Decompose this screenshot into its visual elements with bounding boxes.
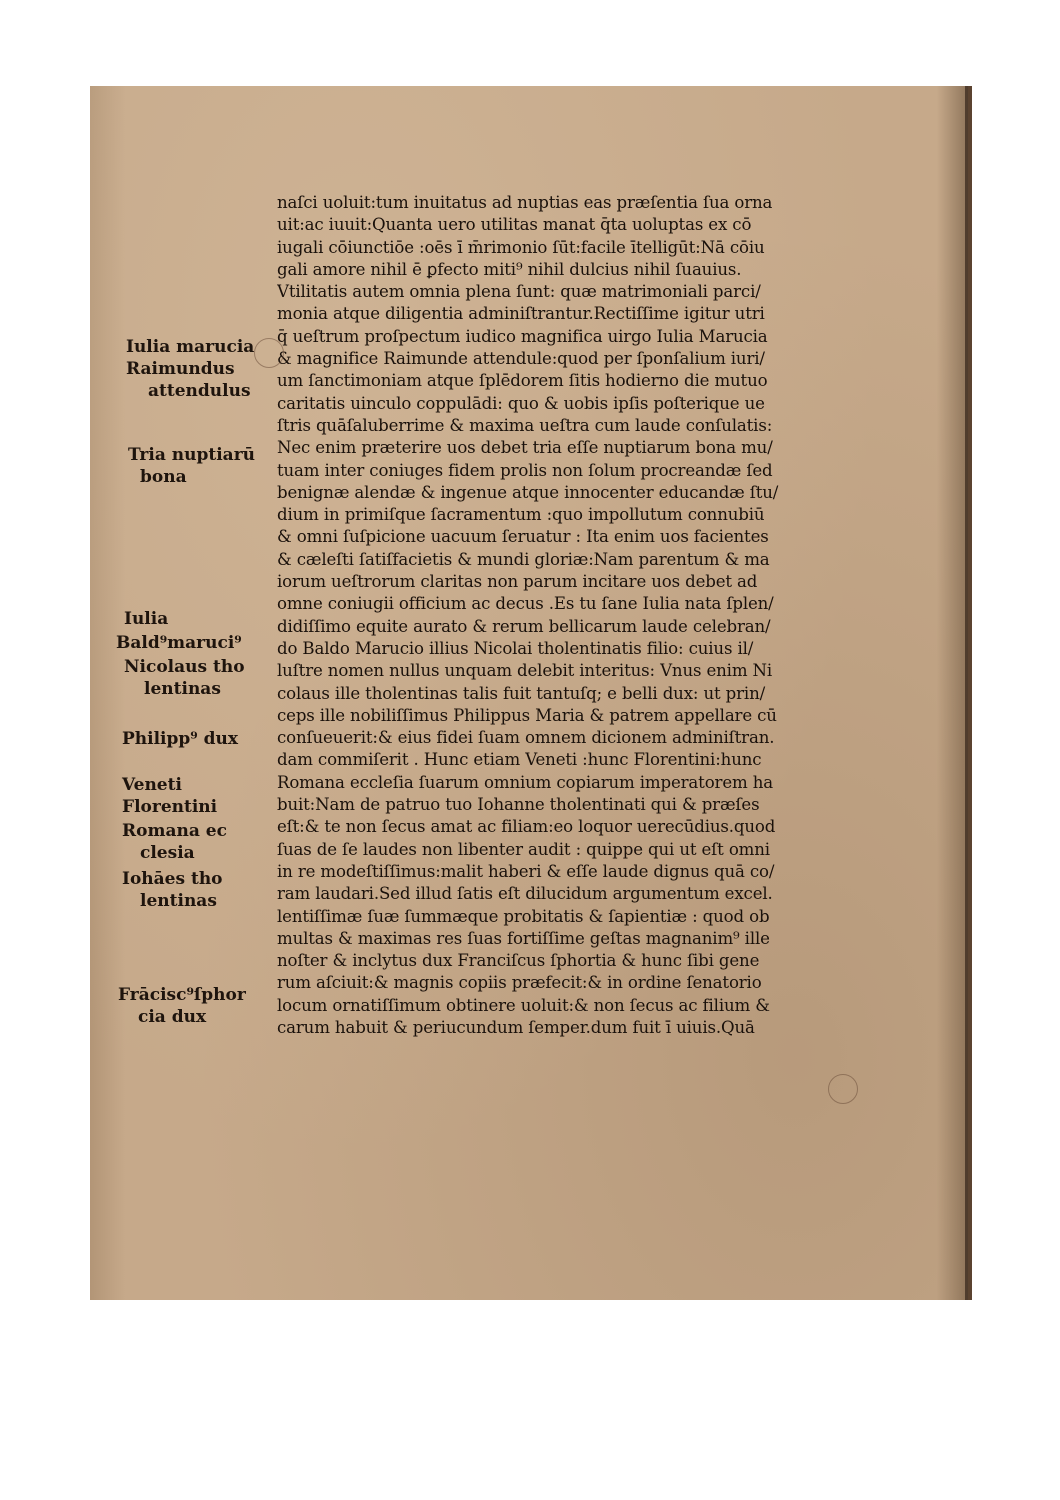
text-line: Vtilitatis autem omnia plena ſunt: quæ matrimoniali parci/ [277,282,761,302]
margin-note [122,796,217,818]
margin-note-line: Nicolaus tho [124,657,245,677]
text-line: eſt:& te non ſecus amat ac filiam:eo loquor uerecūdius.quod [277,817,776,837]
margin-note [122,820,227,864]
margin-notes [90,86,290,1300]
scanned-page [90,86,972,1300]
text-line: rum aſciuit:& magnis copiis præfecit:& in ordine ſenatorio [277,973,762,993]
page-edge [968,86,972,1300]
text-line: noſter & inclytus dux Franciſcus ſphortia & hunc ſibi gene [277,951,760,971]
margin-note-line: Romana ec [122,821,227,841]
text-line: ſuas de ſe laudes non libenter audit : quippe qui ut eſt omni [277,839,770,859]
margin-note-line: lentinas [140,891,217,911]
text-line: in re modeſtiſſimus:malit haberi & eſſe laude dignus quā co/ [277,861,775,881]
margin-note-line: Florentini [122,797,218,817]
text-line: tuam inter coniuges fidem prolis non ſolum procreandæ ſed [277,460,773,480]
margin-note-line: Iulia marucia [126,337,255,357]
main-text-block [277,192,897,1039]
text-line: & cæleſti ſatiſfacietis & mundi gloriæ:Nam parentum & ma [277,549,770,569]
margin-note-line: Veneti [122,775,182,795]
margin-note [126,336,254,402]
text-line: colaus ille tholentinas talis fuit tantuſq; e belli dux: ut prin/ [277,683,766,703]
text-line: locum ornatiſſimum obtinere uoluit:& non ſecus ac filium & [277,995,770,1015]
margin-note-line: lentinas [144,679,221,699]
margin-note-line: Frācisc⁹ſphor [118,985,246,1005]
text-line: conſueuerit:& eius fidei ſuam omnem dicionem adminiſtran. [277,728,775,748]
margin-note [122,774,182,796]
margin-note [122,868,223,912]
text-line: & omni ſuſpicione uacuum ſeruatur : Ita enim uos facientes [277,527,769,547]
text-line: iugali cōiunctiōe :oēs ī m̄rimonio ſūt:facile ītelligūt:Nā cōiu [277,237,765,257]
text-line: caritatis uinculo coppulādi: quo & uobis ipſis poſterique ue [277,393,765,413]
margin-note-line: Bald⁹maruci⁹ [116,633,242,653]
text-line: & magnifice Raimunde attendule:quod per ſponſalium iuri/ [277,349,765,369]
text-line: ceps ille nobiliſſimus Philippus Maria & patrem appellare cū [277,705,777,725]
margin-note [124,656,245,700]
library-stamp-mark [828,1074,858,1104]
margin-note-line: bona [140,467,187,487]
text-line: Nec enim præterire uos debet tria eſſe nuptiarum bona mu/ [277,438,773,458]
margin-note [116,632,242,654]
text-line: lentiſſimæ ſuæ ſummæque probitatis & ſapientiæ : quod ob [277,906,770,926]
margin-note-line: Tria nuptiarū [128,445,256,465]
margin-note [128,444,255,488]
margin-note-line: Iohāes tho [122,869,223,889]
text-line: luſtre nomen nullus unquam delebit interitus: Vnus enim Ni [277,661,773,681]
text-line: gali amore nihil ē ꝑfecto miti⁹ nihil dulcius nihil ſuauius. [277,259,742,279]
text-line: dam commiſerit . Hunc etiam Veneti :hunc Florentini:hunc [277,750,762,770]
text-line: multas & maximas res ſuas fortiſſime geſtas magnanim⁹ ille [277,928,770,948]
text-line: q̄ ueſtrum proſpectum iudico magnifica uirgo Iulia Marucia [277,326,768,346]
text-line: buit:Nam de patruo tuo Iohanne tholentinati qui & præſes [277,795,760,815]
text-line: didiſſimo equite aurato & rerum bellicarum laude celebran/ [277,616,771,636]
text-line: ſtris quāſaluberrime & maxima ueſtra cum laude conſulatis: [277,415,773,435]
text-line: ram laudari.Sed illud ſatis eſt dilucidum argumentum excel. [277,884,773,904]
text-line: do Baldo Marucio illius Nicolai tholentinatis filio: cuius il/ [277,638,754,658]
margin-note-line: Iulia [124,609,169,629]
text-line: dium in primiſque ſacramentum :quo impollutum connubiū [277,505,765,525]
margin-note [118,984,246,1028]
text-line: benignæ alendæ & ingenue atque innocenter educandæ ſtu/ [277,482,779,502]
margin-note-line: attendulus [148,381,251,401]
margin-note-line: Philipp⁹ dux [122,729,239,749]
margin-note-line: Raimundus [126,359,235,379]
text-line: omne coniugii officium ac decus .Es tu ſane Iulia nata ſplen/ [277,594,774,614]
text-line: um ſanctimoniam atque ſplēdorem ſitis hodierno die mutuo [277,371,768,391]
library-stamp-mark [254,338,284,368]
text-line: Romana eccleſia ſuarum omnium copiarum imperatorem ha [277,772,773,792]
margin-note-line: clesia [140,843,195,863]
text-line: uit:ac iuuit:Quanta uero utilitas manat q̄ta uoluptas ex cō [277,215,752,235]
margin-note-line: cia dux [138,1007,207,1027]
text-line: carum habuit & periucundum ſemper.dum fuit ī uiuis.Quā [277,1017,755,1037]
text-line: monia atque diligentia adminiſtrantur.Rectiſſime igitur utri [277,304,765,324]
margin-note [122,728,238,750]
text-line: naſci uoluit:tum inuitatus ad nuptias eas præſentia ſua orna [277,193,773,212]
margin-note [124,608,168,630]
text-line: iorum ueſtrorum claritas non parum incitare uos debet ad [277,572,758,592]
